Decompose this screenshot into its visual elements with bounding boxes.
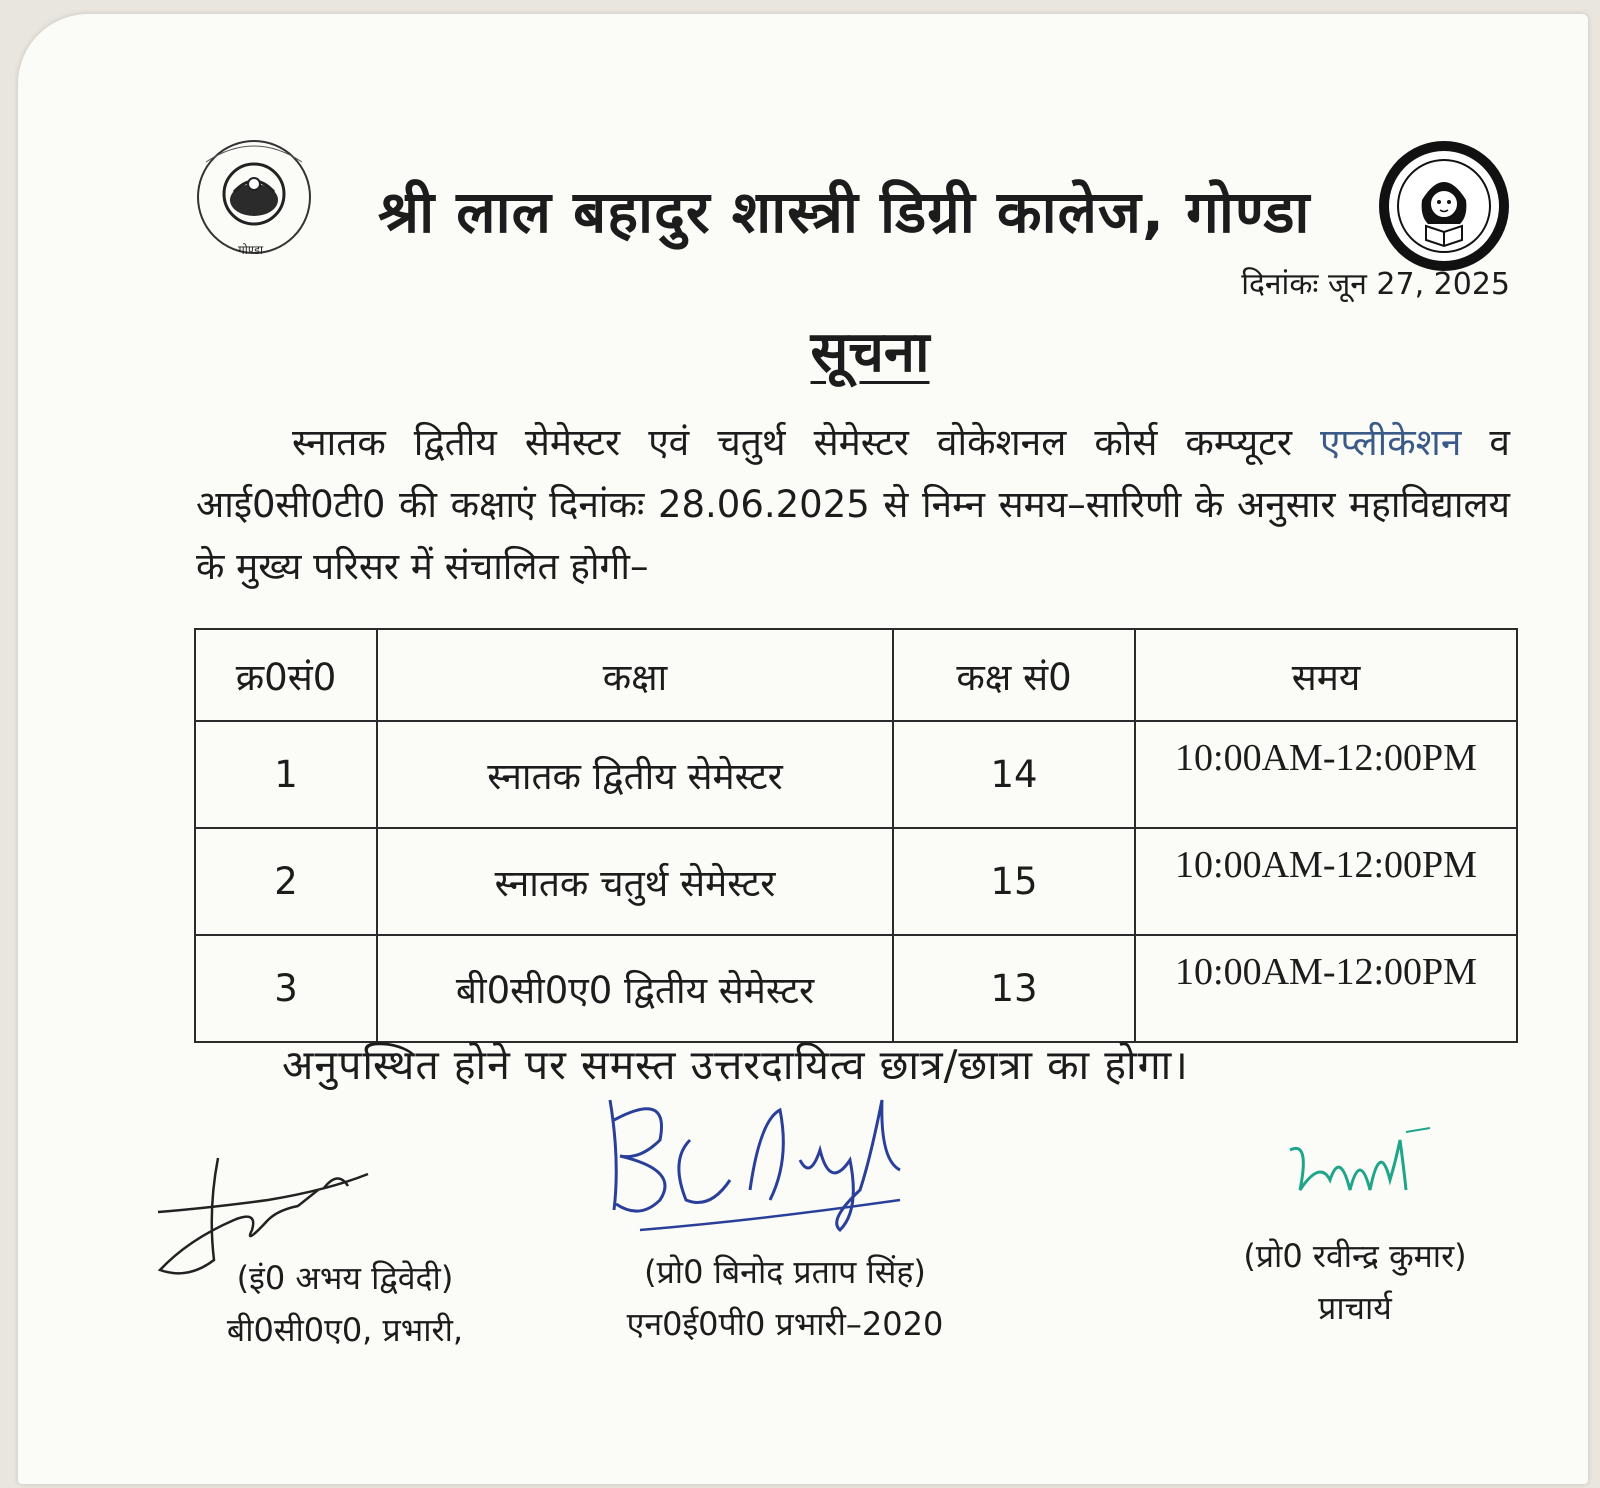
signatory-designation: बी0सी0ए0, प्रभारी, <box>226 1311 464 1349</box>
notice-heading: सूचना <box>810 320 930 385</box>
table-row <box>195 828 1517 935</box>
schedule-table <box>194 628 1518 1043</box>
cell-room: 13 <box>893 935 1135 1042</box>
signatory-mid <box>590 1246 980 1350</box>
college-name: श्री लाल बहादुर शास्त्री डिग्री कालेज, गोण्डा <box>378 178 1311 246</box>
cell-class: स्नातक चतुर्थ सेमेस्टर <box>377 828 893 935</box>
svg-text:गोण्डा: गोण्डा <box>238 243 264 257</box>
header-class: कक्षा <box>377 629 893 721</box>
cell-class: बी0सी0ए0 द्वितीय सेमेस्टर <box>377 935 893 1042</box>
notice-body-part2: व आई0सी0टी0 की कक्षाएं दिनांकः 28.06.2025 से निम्न समय–सारिणी के अनुसार महाविद्यालय के मुख्य परिसर में संचालित होगी– <box>196 421 1510 588</box>
girl-reading-emblem-icon <box>1378 140 1510 272</box>
cell-room: 15 <box>893 828 1135 935</box>
cell-class: स्नातक द्वितीय सेमेस्टर <box>377 721 893 828</box>
footer-note: अनुपस्थित होने पर समस्त उत्तरदायित्व छात्र/छात्रा का होगा। <box>282 1041 1189 1089</box>
header-time: समय <box>1135 629 1517 721</box>
notice-body <box>196 412 1510 598</box>
signatory-designation: प्राचार्य <box>1318 1289 1392 1327</box>
cell-serial: 1 <box>195 721 377 828</box>
table-row <box>195 721 1517 828</box>
signatory-designation: एन0ई0पी0 प्रभारी–2020 <box>626 1305 944 1343</box>
cell-time: 10:00AM-12:00PM <box>1135 828 1517 935</box>
cell-time: 10:00AM-12:00PM <box>1135 721 1517 828</box>
notice-body-part1: स्नातक द्वितीय सेमेस्टर एवं चतुर्थ सेमेस्टर वोकेशनल कोर्स कम्प्यूटर <box>292 421 1321 464</box>
table-header-row <box>195 629 1517 721</box>
cell-serial: 2 <box>195 828 377 935</box>
signature-right <box>1280 1120 1440 1210</box>
signatory-name: (इं0 अभय द्विवेदी) <box>236 1259 454 1297</box>
cell-room: 14 <box>893 721 1135 828</box>
header-serial: क्र0सं0 <box>195 629 377 721</box>
cell-serial: 3 <box>195 935 377 1042</box>
signatory-left <box>200 1252 490 1356</box>
college-seal-icon <box>176 132 336 262</box>
notice-body-blue: एप्लीकेशन <box>1320 421 1462 464</box>
notice-date: दिनांकः जून 27, 2025 <box>1241 267 1510 302</box>
cell-time: 10:00AM-12:00PM <box>1135 935 1517 1042</box>
table-row <box>195 935 1517 1042</box>
signatory-name: (प्रो0 बिनोद प्रताप सिंह) <box>644 1253 926 1291</box>
signatory-right <box>1210 1230 1500 1334</box>
signatory-name: (प्रो0 रवीन्द्र कुमार) <box>1243 1237 1467 1275</box>
header-room: कक्ष सं0 <box>893 629 1135 721</box>
signature-mid <box>600 1080 920 1240</box>
